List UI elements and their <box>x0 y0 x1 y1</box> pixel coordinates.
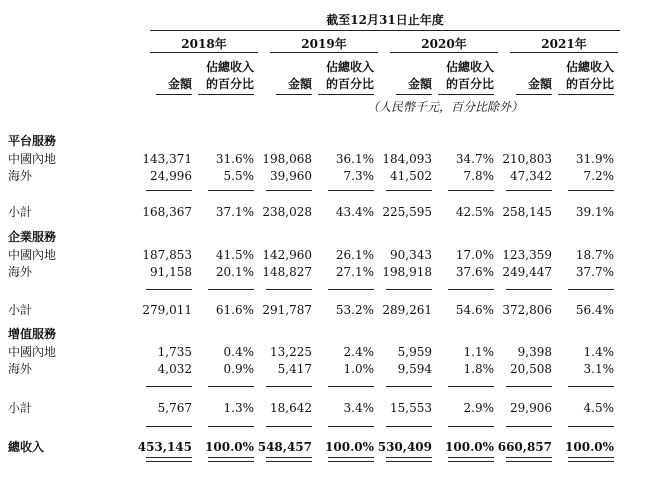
row-label: 海外 <box>8 169 33 183</box>
subtotal-value-pct: 2.9% <box>463 401 494 415</box>
subtotal-value-pct: 56.4% <box>575 303 614 317</box>
subtotal-value-amount: 238,028 <box>262 205 312 219</box>
total-rule <box>266 426 312 427</box>
year-rule-2020 <box>390 52 498 53</box>
col-pct-header-line2: 的百分比 <box>445 77 494 91</box>
row-label: 海外 <box>8 265 33 279</box>
row-value-amount: 91,158 <box>150 265 192 279</box>
subtotal-value-amount: 225,595 <box>382 205 432 219</box>
row-label: 中國內地 <box>8 248 57 262</box>
subtotal-value-amount: 289,261 <box>382 303 432 317</box>
total-value-pct: 100.0% <box>325 440 374 454</box>
col-pct-header-line2: 的百分比 <box>325 77 374 91</box>
subtotal-rule <box>506 386 552 387</box>
row-value-amount: 4,032 <box>157 362 192 376</box>
row-value-pct: 41.5% <box>215 248 254 262</box>
section-title: 平台服務 <box>8 134 57 148</box>
row-value-pct: 27.1% <box>335 265 374 279</box>
total-value-amount: 548,457 <box>257 440 312 454</box>
row-value-pct: 17.0% <box>455 248 494 262</box>
row-value-amount: 13,225 <box>270 345 312 359</box>
row-value-amount: 9,398 <box>517 345 552 359</box>
col-pct-rule <box>318 94 374 95</box>
subtotal-rule <box>568 386 614 387</box>
subtotal-rule <box>328 289 374 290</box>
row-value-pct: 20.1% <box>215 265 254 279</box>
row-value-amount: 5,959 <box>397 345 432 359</box>
row-value-amount: 123,359 <box>502 248 552 262</box>
total-value-amount: 453,145 <box>137 440 192 454</box>
row-value-pct: 7.3% <box>343 169 374 183</box>
row-label: 中國內地 <box>8 152 57 166</box>
subtotal-rule <box>146 190 192 191</box>
subtotal-rule <box>386 386 432 387</box>
row-value-amount: 41,502 <box>390 169 432 183</box>
row-value-pct: 26.1% <box>335 248 374 262</box>
year-2019: 2019年 <box>301 37 347 51</box>
col-amount-header: 金額 <box>527 77 552 91</box>
row-value-pct: 5.5% <box>223 169 254 183</box>
row-value-pct: 7.2% <box>583 169 614 183</box>
col-pct-header-line1: 佔總收入 <box>445 60 494 74</box>
row-value-pct: 0.4% <box>223 345 254 359</box>
total-value-pct: 100.0% <box>205 440 254 454</box>
row-value-amount: 90,343 <box>390 248 432 262</box>
row-value-amount: 148,827 <box>262 265 312 279</box>
subtotal-label: 小計 <box>8 303 33 317</box>
row-value-amount: 184,093 <box>382 152 432 166</box>
section-title: 增值服務 <box>8 327 57 341</box>
row-value-pct: 1.8% <box>463 362 494 376</box>
row-value-amount: 1,735 <box>157 345 192 359</box>
total-double-rule <box>146 457 192 462</box>
col-pct-rule <box>558 94 614 95</box>
period-label: 截至12月31日止年度 <box>326 13 444 27</box>
col-amount-rule <box>156 94 192 95</box>
subtotal-rule <box>266 190 312 191</box>
subtotal-rule <box>448 386 494 387</box>
subtotal-rule <box>386 190 432 191</box>
row-value-pct: 31.9% <box>575 152 614 166</box>
total-double-rule <box>448 457 494 462</box>
total-label: 總收入 <box>8 440 45 454</box>
subtotal-rule <box>506 190 552 191</box>
section-title: 企業服務 <box>8 230 57 244</box>
year-rule-2021 <box>510 52 618 53</box>
subtotal-rule <box>266 386 312 387</box>
subtotal-rule <box>568 190 614 191</box>
col-pct-header-line1: 佔總收入 <box>205 60 254 74</box>
row-value-pct: 3.1% <box>583 362 614 376</box>
subtotal-value-amount: 372,806 <box>502 303 552 317</box>
total-double-rule <box>568 457 614 462</box>
total-rule <box>328 426 374 427</box>
subtotal-value-pct: 1.3% <box>223 401 254 415</box>
row-value-amount: 39,960 <box>270 169 312 183</box>
row-value-pct: 37.7% <box>575 265 614 279</box>
subtotal-value-pct: 43.4% <box>335 205 374 219</box>
col-pct-rule <box>198 94 254 95</box>
period-rule <box>150 30 620 31</box>
row-value-pct: 7.8% <box>463 169 494 183</box>
total-rule <box>386 426 432 427</box>
total-value-amount: 660,857 <box>497 440 552 454</box>
subtotal-rule <box>568 289 614 290</box>
subtotal-value-pct: 54.6% <box>455 303 494 317</box>
row-value-pct: 1.1% <box>463 345 494 359</box>
row-value-amount: 210,803 <box>502 152 552 166</box>
subtotal-rule <box>208 289 254 290</box>
subtotal-value-pct: 37.1% <box>215 205 254 219</box>
col-amount-rule <box>396 94 432 95</box>
total-double-rule <box>266 457 312 462</box>
subtotal-rule <box>506 289 552 290</box>
subtotal-label: 小計 <box>8 205 33 219</box>
total-rule <box>568 426 614 427</box>
row-value-amount: 198,068 <box>262 152 312 166</box>
row-value-amount: 143,371 <box>142 152 192 166</box>
col-amount-header: 金額 <box>287 77 312 91</box>
col-amount-rule <box>276 94 312 95</box>
total-value-pct: 100.0% <box>445 440 494 454</box>
year-rule-2019 <box>270 52 378 53</box>
row-value-pct: 36.1% <box>335 152 374 166</box>
subtotal-rule <box>328 386 374 387</box>
row-value-pct: 1.0% <box>343 362 374 376</box>
row-value-pct: 0.9% <box>223 362 254 376</box>
total-value-amount: 530,409 <box>377 440 432 454</box>
subtotal-value-amount: 29,906 <box>510 401 552 415</box>
row-value-pct: 2.4% <box>343 345 374 359</box>
col-pct-header-line1: 佔總收入 <box>325 60 374 74</box>
subtotal-value-pct: 4.5% <box>583 401 614 415</box>
year-2018: 2018年 <box>181 37 227 51</box>
row-value-amount: 47,342 <box>510 169 552 183</box>
subtotal-rule <box>208 190 254 191</box>
total-value-pct: 100.0% <box>565 440 614 454</box>
col-amount-rule <box>516 94 552 95</box>
subtotal-value-amount: 5,767 <box>157 401 192 415</box>
year-rule-2018 <box>150 52 258 53</box>
subtotal-rule <box>146 386 192 387</box>
total-rule <box>506 426 552 427</box>
row-value-amount: 24,996 <box>150 169 192 183</box>
subtotal-rule <box>208 386 254 387</box>
row-value-amount: 9,594 <box>397 362 432 376</box>
row-label: 海外 <box>8 362 33 376</box>
row-value-pct: 1.4% <box>583 345 614 359</box>
subtotal-rule <box>266 289 312 290</box>
subtotal-value-pct: 3.4% <box>343 401 374 415</box>
subtotal-value-pct: 42.5% <box>455 205 494 219</box>
total-rule <box>448 426 494 427</box>
subtotal-value-amount: 15,553 <box>390 401 432 415</box>
subtotal-value-amount: 279,011 <box>142 303 192 317</box>
total-double-rule <box>386 457 432 462</box>
subtotal-value-pct: 53.2% <box>335 303 374 317</box>
col-pct-header-line2: 的百分比 <box>565 77 614 91</box>
col-pct-header-line2: 的百分比 <box>205 77 254 91</box>
subtotal-label: 小計 <box>8 401 33 415</box>
subtotal-rule <box>448 289 494 290</box>
subtotal-value-amount: 168,367 <box>142 205 192 219</box>
subtotal-rule <box>146 289 192 290</box>
total-rule <box>208 426 254 427</box>
row-value-amount: 187,853 <box>142 248 192 262</box>
year-2021: 2021年 <box>541 37 587 51</box>
row-value-amount: 249,447 <box>502 265 552 279</box>
year-2020: 2020年 <box>421 37 467 51</box>
total-double-rule <box>506 457 552 462</box>
row-value-pct: 31.6% <box>215 152 254 166</box>
subtotal-value-amount: 291,787 <box>262 303 312 317</box>
subtotal-value-pct: 61.6% <box>215 303 254 317</box>
total-double-rule <box>328 457 374 462</box>
row-value-amount: 5,417 <box>277 362 312 376</box>
subtotal-value-amount: 18,642 <box>270 401 312 415</box>
col-pct-rule <box>438 94 494 95</box>
row-value-amount: 198,918 <box>382 265 432 279</box>
col-amount-header: 金額 <box>407 77 432 91</box>
subtotal-value-amount: 258,145 <box>502 205 552 219</box>
subtotal-rule <box>386 289 432 290</box>
subtotal-rule <box>328 190 374 191</box>
subtotal-rule <box>448 190 494 191</box>
total-double-rule <box>208 457 254 462</box>
row-value-amount: 142,960 <box>262 248 312 262</box>
col-pct-header-line1: 佔總收入 <box>565 60 614 74</box>
subtotal-value-pct: 39.1% <box>575 205 614 219</box>
row-value-pct: 34.7% <box>455 152 494 166</box>
unit-note: （人民幣千元，百分比除外） <box>366 100 523 114</box>
col-amount-header: 金額 <box>167 77 192 91</box>
row-value-amount: 20,508 <box>510 362 552 376</box>
row-label: 中國內地 <box>8 345 57 359</box>
total-rule <box>146 426 192 427</box>
row-value-pct: 37.6% <box>455 265 494 279</box>
row-value-pct: 18.7% <box>575 248 614 262</box>
